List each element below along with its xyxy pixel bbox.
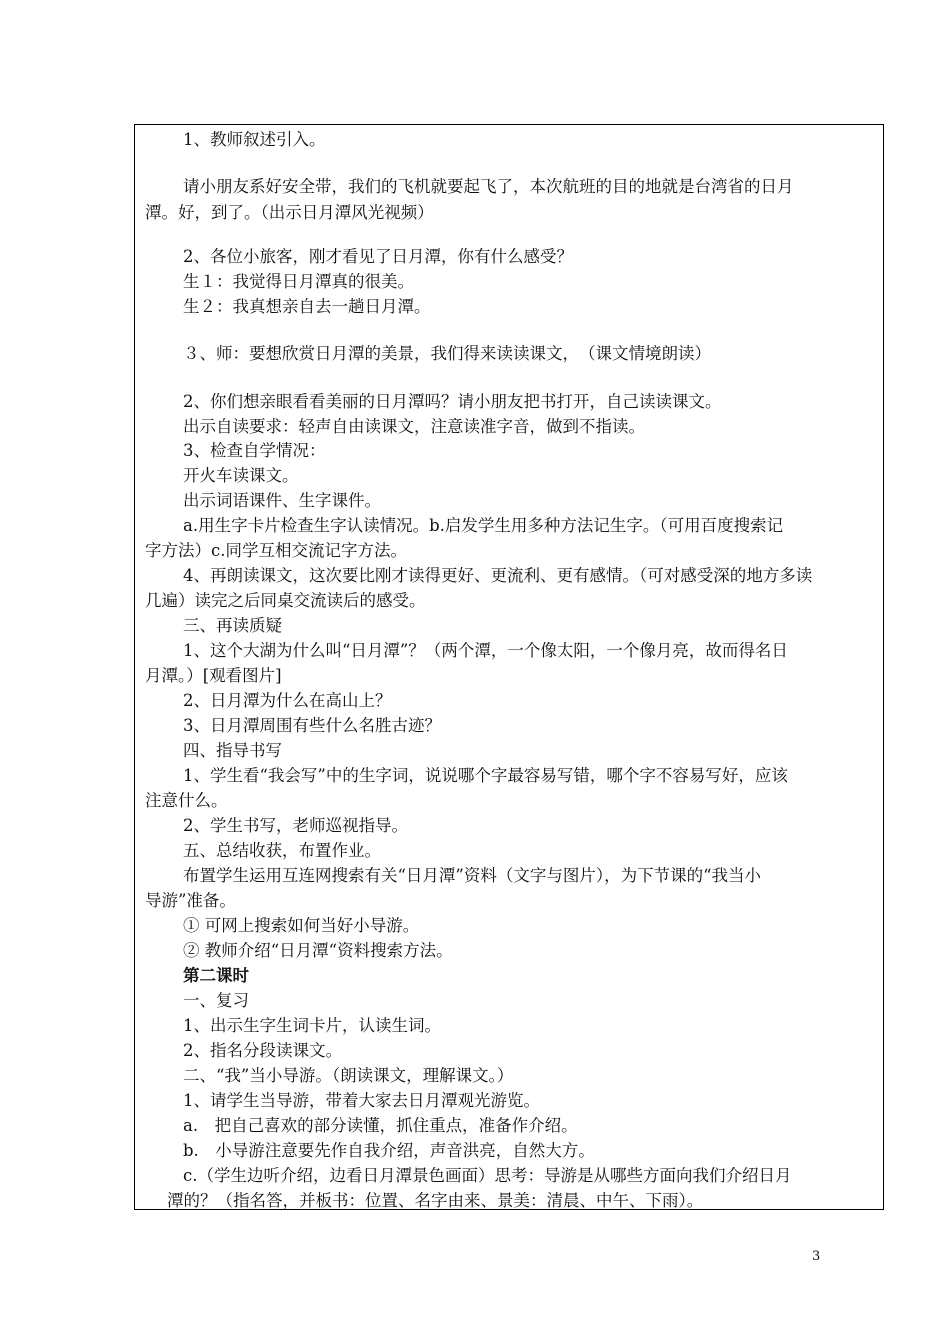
text-line: 字方法）c.同学互相交流记字方法。	[145, 541, 407, 560]
text-line: 几遍）读完之后同桌交流读后的感受。	[145, 591, 426, 610]
text-line: ② 教师介绍“日月潭“资料搜索方法。	[183, 941, 453, 960]
text-line: 出示自读要求：轻声自由读课文，注意读准字音，做到不指读。	[183, 417, 645, 436]
text-line: 3、检查自学情况：	[183, 441, 326, 460]
section-heading: 三、再读质疑	[183, 616, 282, 635]
lesson-plan-table-cell	[134, 124, 884, 1210]
text-line: 导游”准备。	[145, 891, 236, 910]
text-line: 1、这个大湖为什么叫“日月潭”？（两个潭，一个像太阳，一个像月亮，故而得名日	[183, 641, 788, 660]
section-heading: 二、“我”当小导游。（朗读课文，理解课文。）	[183, 1066, 514, 1085]
text-line: b. 小导游注意要先作自我介绍，声音洪亮，自然大方。	[183, 1141, 595, 1160]
text-line: a. 把自己喜欢的部分读懂，抓住重点，准备作介绍。	[183, 1116, 578, 1135]
section-heading: 一、复习	[183, 991, 249, 1010]
text-line: 1、教师叙述引入。	[183, 130, 326, 149]
text-line: 生１：我觉得日月潭真的很美。	[183, 272, 414, 291]
lesson-title: 第二课时	[183, 966, 249, 985]
text-line: 潭。好，到了。（出示日月潭风光视频）	[145, 203, 434, 222]
text-line: 2、学生书写，老师巡视指导。	[183, 816, 408, 835]
text-line: 1、出示生字生词卡片，认读生词。	[183, 1016, 441, 1035]
text-line: c.（学生边听介绍，边看日月潭景色画面）思考：导游是从哪些方面向我们介绍日月	[183, 1166, 792, 1185]
text-line: 1、学生看“我会写”中的生字词，说说哪个字最容易写错，哪个字不容易写好，应该	[183, 766, 788, 785]
text-line: 月潭。）[观看图片]	[145, 666, 282, 685]
text-line: 4、再朗读课文，这次要比刚才读得更好、更流利、更有感情。（可对感受深的地方多读	[183, 566, 813, 585]
text-line: 2、指名分段读课文。	[183, 1041, 342, 1060]
text-line: ３、师：要想欣赏日月潭的美景，我们得来读读课文， （课文情境朗读）	[183, 344, 711, 363]
text-line: 请小朋友系好安全带，我们的飞机就要起飞了，本次航班的目的地就是台湾省的日月	[183, 177, 794, 196]
text-line: 2、各位小旅客，刚才看见了日月潭，你有什么感受？	[183, 247, 573, 266]
text-line: 生２：我真想亲自去一趟日月潭。	[183, 297, 431, 316]
text-line: 注意什么。	[145, 791, 228, 810]
text-line: 出示词语课件、生字课件。	[183, 491, 381, 510]
section-heading: 五、总结收获，布置作业。	[183, 841, 381, 860]
text-line: 2、你们想亲眼看看美丽的日月潭吗？请小朋友把书打开，自己读读课文。	[183, 392, 722, 411]
text-line: ① 可网上搜索如何当好小导游。	[183, 916, 420, 935]
text-line: 1、请学生当导游，带着大家去日月潭观光游览。	[183, 1091, 540, 1110]
text-line: a.用生字卡片检查生字认读情况。b.启发学生用多种方法记生字。（可用百度搜索记	[183, 516, 784, 535]
page-number: 3	[812, 1249, 821, 1264]
text-line: 开火车读课文。	[183, 466, 299, 485]
section-heading: 四、指导书写	[183, 741, 282, 760]
text-line: 3、日月潭周围有些什么名胜古迹？	[183, 716, 441, 735]
text-line: 潭的？（指名答，并板书：位置、名字由来、景美：清晨、中午、下雨）。	[167, 1191, 704, 1210]
text-line: 2、日月潭为什么在高山上？	[183, 691, 392, 710]
text-line: 布置学生运用互连网搜索有关“日月潭”资料（文字与图片），为下节课的“我当小	[183, 866, 762, 885]
